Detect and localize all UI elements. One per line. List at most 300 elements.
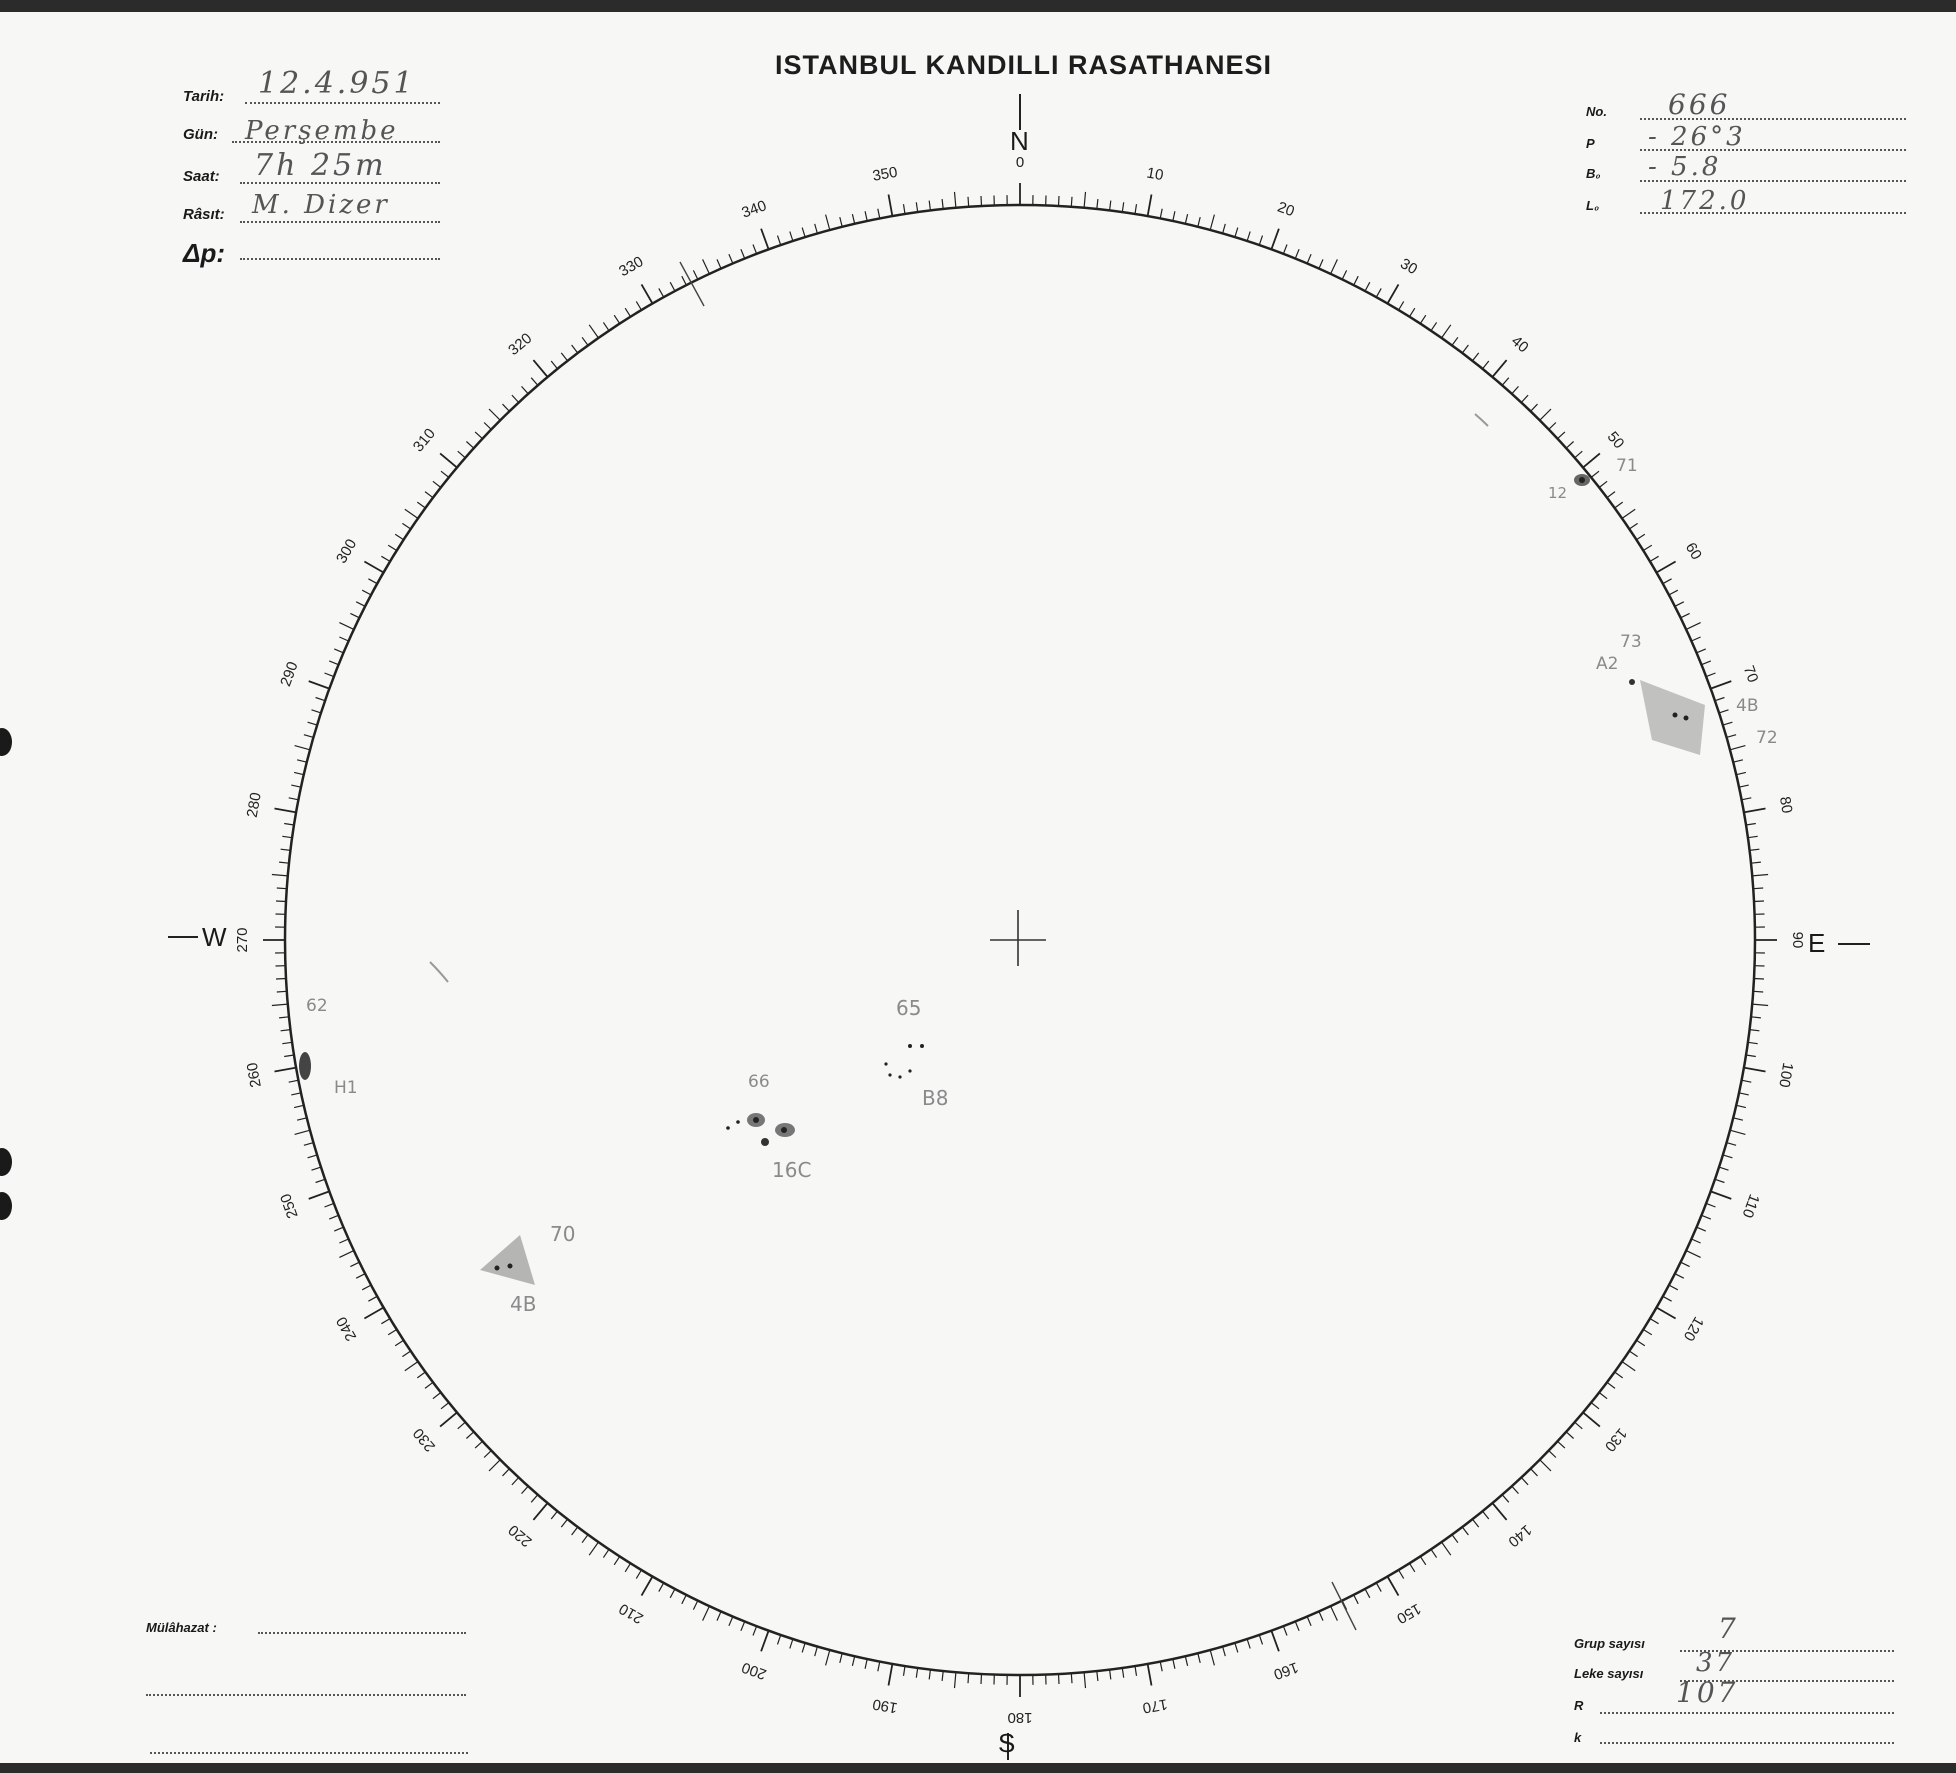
degree-tick — [1607, 1382, 1615, 1388]
degree-tick — [1629, 523, 1637, 529]
degree-tick — [981, 1674, 982, 1684]
degree-tick — [1376, 1583, 1381, 1592]
degree-tick — [281, 849, 291, 850]
degree-tick — [878, 209, 880, 219]
degree-tick — [1521, 395, 1528, 402]
degree-tick — [291, 1093, 301, 1095]
degree-tick — [1259, 236, 1262, 245]
degree-tick — [277, 888, 287, 889]
degree-tick — [1730, 746, 1745, 750]
degree-tick — [1512, 386, 1519, 393]
degree-tick — [522, 386, 529, 393]
degree-tick — [625, 1563, 630, 1572]
degree-tick — [294, 1105, 304, 1107]
faculae-marks — [430, 414, 1488, 982]
degree-tick — [1697, 649, 1706, 653]
l0-value: 172.0 — [1660, 186, 1750, 216]
degree-tick — [308, 1155, 318, 1158]
degree-tick — [1636, 1340, 1644, 1346]
degree-tick — [1431, 1549, 1437, 1557]
degree-label: 110 — [1738, 1191, 1763, 1221]
degree-tick — [561, 1519, 567, 1527]
p-angle-label: P — [1586, 136, 1595, 151]
degree-tick — [395, 1340, 403, 1346]
degree-tick — [561, 353, 567, 361]
degree-tick — [1531, 1469, 1538, 1476]
degree-tick — [312, 1167, 322, 1170]
degree-tick — [955, 1672, 956, 1688]
degree-tick — [1739, 785, 1749, 787]
degree-tick — [1607, 492, 1615, 498]
day-label: Gün: — [183, 126, 218, 143]
degree-tick — [1736, 1105, 1746, 1107]
date-label: Tarih: — [183, 88, 225, 105]
degree-tick — [790, 232, 793, 242]
degree-tick — [1629, 1351, 1637, 1357]
degree-tick — [904, 1666, 906, 1676]
degree-tick — [1583, 1412, 1600, 1426]
degree-tick — [1410, 308, 1415, 317]
degree-tick — [309, 681, 330, 689]
degree-tick — [670, 282, 675, 291]
degree-tick — [1733, 760, 1743, 762]
degree-tick — [1702, 1215, 1711, 1219]
degree-tick — [329, 1215, 338, 1219]
degree-label: 120 — [1679, 1313, 1707, 1344]
observer-value: M. Dizer — [252, 190, 390, 220]
degree-tick — [572, 1527, 578, 1535]
degree-tick — [272, 875, 288, 876]
degree-tick — [1365, 282, 1370, 291]
degree-tick — [889, 1664, 893, 1686]
degree-tick — [693, 1601, 697, 1610]
degree-tick — [826, 215, 830, 230]
degree-tick — [904, 204, 906, 214]
observer-label: Râsıt: — [183, 206, 225, 223]
degree-tick — [297, 760, 307, 762]
degree-tick — [589, 325, 598, 338]
degree-label: 230 — [409, 1424, 439, 1455]
sunspot-group-65 — [884, 1044, 924, 1079]
degree-tick — [388, 545, 397, 550]
degree-tick — [1365, 1589, 1370, 1598]
spot-count-label: Leke sayısı — [1574, 1666, 1644, 1681]
degree-label: 0 — [1015, 153, 1025, 171]
degree-tick — [1744, 809, 1766, 813]
degree-tick — [693, 270, 697, 279]
degree-tick — [1399, 1570, 1404, 1579]
group-66-class: 16C — [772, 1158, 812, 1182]
degree-tick — [272, 1004, 288, 1005]
degree-tick — [1622, 509, 1635, 518]
degree-tick — [1719, 1167, 1729, 1170]
degree-tick — [778, 1635, 781, 1644]
degree-tick — [281, 1030, 291, 1031]
degree-tick — [433, 1393, 441, 1399]
degree-tick — [466, 442, 473, 449]
degree-tick — [1636, 534, 1644, 540]
degree-tick — [1148, 1664, 1152, 1686]
degree-tick — [1753, 888, 1763, 889]
degree-tick — [1059, 196, 1060, 206]
degree-tick — [1483, 1511, 1489, 1519]
degree-tick — [1295, 249, 1299, 258]
degree-tick — [339, 1251, 354, 1258]
degree-tick — [717, 1612, 721, 1621]
degree-tick — [325, 673, 334, 677]
degree-tick — [1410, 1563, 1415, 1572]
degree-tick — [489, 409, 500, 420]
degree-tick — [1615, 502, 1623, 508]
degree-tick — [865, 211, 867, 221]
degree-tick — [356, 602, 365, 607]
degree-tick — [1122, 1668, 1123, 1678]
degree-tick — [1295, 1622, 1299, 1631]
degree-tick — [1681, 613, 1690, 617]
degree-label: 30 — [1397, 255, 1421, 279]
degree-tick — [670, 1589, 675, 1598]
degree-label: 310 — [409, 425, 439, 456]
degree-tick — [1750, 849, 1760, 850]
degree-tick — [968, 197, 969, 207]
degree-tick — [1492, 360, 1506, 377]
degree-tick — [659, 288, 664, 297]
remarks-line-1 — [258, 1632, 466, 1634]
degree-label: 340 — [739, 197, 769, 222]
degree-tick — [1650, 1319, 1659, 1324]
degree-tick — [1531, 404, 1538, 411]
degree-tick — [297, 1118, 307, 1120]
degree-tick — [1307, 254, 1311, 263]
degree-tick — [1643, 545, 1652, 550]
degree-tick — [790, 1639, 793, 1649]
degree-tick — [350, 613, 359, 617]
degree-tick — [334, 649, 343, 653]
degree-tick — [1711, 1191, 1732, 1199]
l0-label: L₀ — [1586, 198, 1600, 213]
degree-tick — [1502, 378, 1509, 386]
degree-tick — [682, 276, 687, 285]
degree-label: 270 — [233, 927, 251, 953]
degree-label: 20 — [1275, 198, 1297, 221]
degree-tick — [1750, 1030, 1760, 1031]
degree-tick — [1452, 337, 1458, 345]
p-angle-value: - 26°3 — [1648, 122, 1746, 152]
degree-tick — [425, 492, 433, 498]
degree-tick — [417, 502, 425, 508]
degree-tick — [703, 1606, 710, 1621]
degree-tick — [826, 1650, 830, 1665]
degree-tick — [1420, 315, 1426, 323]
degree-label: 260 — [243, 1061, 265, 1089]
degree-tick — [329, 661, 338, 665]
degree-tick — [1697, 1227, 1706, 1231]
degree-tick — [1399, 301, 1404, 310]
degree-tick — [916, 1668, 917, 1678]
degree-tick — [1675, 1274, 1684, 1279]
degree-tick — [1198, 217, 1200, 227]
degree-tick — [1711, 681, 1732, 689]
degree-label: 70 — [1739, 663, 1762, 685]
degree-tick — [291, 785, 301, 787]
degree-tick — [1331, 259, 1338, 274]
degree-tick — [1657, 1308, 1676, 1319]
spot-count-value: 37 — [1696, 1648, 1736, 1678]
observatory-title: ISTANBUL KANDILLI RASATHANESI — [775, 50, 1272, 80]
degree-tick — [1185, 214, 1187, 224]
degree-tick — [703, 259, 710, 274]
group-73-class: A2 — [1596, 654, 1619, 674]
degree-tick — [381, 1319, 390, 1324]
degree-tick — [316, 1179, 325, 1182]
p-angle-mark — [1332, 1582, 1356, 1630]
degree-tick — [1198, 1653, 1200, 1663]
degree-tick — [916, 202, 917, 212]
group-71-class: 12 — [1548, 484, 1568, 502]
degree-tick — [1748, 1042, 1758, 1043]
degree-tick — [603, 1549, 609, 1557]
degree-label: 180 — [1007, 1709, 1033, 1727]
degree-tick — [852, 214, 854, 224]
degree-tick — [1059, 1674, 1060, 1684]
degree-tick — [1558, 432, 1565, 439]
degree-tick — [1706, 673, 1715, 677]
degree-tick — [1283, 1626, 1287, 1635]
degree-tick — [304, 1143, 314, 1146]
degree-tick — [572, 345, 578, 353]
degree-tick — [289, 798, 299, 800]
degree-tick — [334, 1227, 343, 1231]
b0-label: B₀ — [1586, 166, 1601, 181]
degree-tick — [1173, 211, 1175, 221]
degree-tick — [466, 1432, 473, 1439]
degree-tick — [309, 1191, 330, 1199]
degree-tick — [1742, 1080, 1752, 1082]
group-count-value: 7 — [1718, 1612, 1739, 1645]
degree-tick — [929, 201, 930, 211]
degree-label: 10 — [1145, 164, 1165, 185]
degree-tick — [512, 395, 519, 402]
degree-tick — [295, 1130, 310, 1134]
degree-label: 150 — [1393, 1599, 1424, 1627]
degree-tick — [1110, 1670, 1111, 1680]
degree-tick — [458, 1422, 466, 1429]
degree-tick — [603, 322, 609, 330]
degree-tick — [1462, 345, 1468, 353]
degree-tick — [589, 1542, 598, 1555]
degree-tick — [1210, 215, 1214, 230]
degree-tick — [955, 192, 956, 208]
r-label: R — [1574, 1698, 1584, 1713]
degree-tick — [417, 1372, 425, 1378]
degree-tick — [1097, 199, 1098, 209]
degree-tick — [1736, 772, 1746, 774]
degree-tick — [1723, 722, 1733, 725]
remarks-line-2 — [146, 1694, 466, 1696]
degree-label: 160 — [1271, 1658, 1301, 1683]
degree-tick — [1442, 325, 1451, 338]
group-72-number: 72 — [1756, 728, 1778, 748]
time-value: 7h 25m — [254, 148, 387, 183]
degree-label: 40 — [1507, 332, 1532, 357]
degree-tick — [1752, 875, 1768, 876]
degree-tick — [364, 1308, 383, 1319]
degree-tick — [1657, 562, 1676, 573]
degree-tick — [308, 722, 318, 725]
group-72-class: 4B — [1736, 696, 1759, 716]
degree-tick — [1643, 1330, 1652, 1335]
degree-tick — [1663, 579, 1672, 584]
sunspot-group-62 — [299, 1052, 311, 1080]
degree-tick — [277, 991, 287, 992]
degree-tick — [1473, 353, 1479, 361]
east-letter: E — [1808, 928, 1826, 958]
degree-tick — [1235, 228, 1238, 238]
degree-tick — [484, 1451, 491, 1458]
degree-tick — [1307, 1617, 1311, 1626]
degree-tick — [865, 1659, 867, 1669]
degree-tick — [1723, 1155, 1733, 1158]
degree-tick — [458, 451, 466, 458]
degree-tick — [778, 236, 781, 245]
degree-tick — [1210, 1650, 1214, 1665]
degree-tick — [1084, 1672, 1085, 1688]
degree-label: 60 — [1681, 539, 1705, 563]
degree-tick — [1558, 1441, 1565, 1448]
degree-label: 90 — [1789, 931, 1807, 949]
degree-tick — [1071, 197, 1072, 207]
degree-tick — [1442, 1542, 1451, 1555]
degree-tick — [1650, 556, 1659, 561]
remarks-label: Mülâhazat : — [146, 1620, 217, 1635]
group-count-label: Grup sayısı — [1574, 1636, 1645, 1651]
degree-tick — [625, 308, 630, 317]
degree-tick — [1733, 1118, 1743, 1120]
degree-tick — [1185, 1656, 1187, 1666]
degree-tick — [761, 229, 769, 250]
degree-tick — [551, 1511, 557, 1519]
r-dotline — [1600, 1712, 1894, 1714]
degree-label: 100 — [1775, 1061, 1797, 1089]
degree-tick — [1097, 1671, 1098, 1681]
group-66-number: 66 — [748, 1072, 770, 1092]
group-65-class: B8 — [922, 1086, 949, 1110]
group-73-number: 73 — [1620, 632, 1642, 652]
r-value: 107 — [1676, 1676, 1739, 1709]
degree-tick — [1388, 1577, 1399, 1596]
degree-tick — [1753, 991, 1763, 992]
sunspot-group-72-73 — [1629, 679, 1705, 755]
degree-tick — [533, 360, 547, 377]
degree-tick — [729, 254, 733, 263]
degree-tick — [475, 1441, 482, 1448]
degree-tick — [1591, 471, 1599, 477]
degree-tick — [441, 1403, 449, 1409]
degree-tick — [275, 1068, 297, 1072]
date-value: 12.4.951 — [258, 66, 416, 101]
degree-tick — [339, 637, 348, 641]
degree-tick — [1583, 453, 1600, 467]
degree-tick — [425, 1382, 433, 1388]
degree-label: 330 — [616, 253, 647, 281]
degree-tick — [729, 1617, 733, 1626]
degree-tick — [1462, 1527, 1468, 1535]
degree-tick — [1110, 201, 1111, 211]
degree-tick — [1271, 229, 1279, 250]
degree-tick — [282, 836, 292, 837]
degree-tick — [1575, 451, 1583, 458]
degree-tick — [1420, 1556, 1426, 1564]
degree-tick — [1566, 442, 1573, 449]
degree-tick — [741, 249, 745, 258]
degree-tick — [1591, 1403, 1599, 1409]
degree-tick — [294, 772, 304, 774]
degree-tick — [402, 1351, 410, 1357]
degree-tick — [405, 1362, 418, 1371]
b0-value: - 5.8 — [1648, 152, 1722, 182]
degree-tick — [522, 1486, 529, 1493]
degree-tick — [1148, 195, 1152, 217]
degree-label: 130 — [1601, 1424, 1631, 1455]
delta-p-label: Δp: — [183, 238, 225, 268]
degree-tick — [753, 1626, 757, 1635]
degree-tick — [1502, 1495, 1509, 1503]
degree-tick — [1686, 1251, 1701, 1258]
degree-tick — [484, 423, 491, 430]
degree-tick — [582, 337, 588, 345]
degree-tick — [440, 1412, 457, 1426]
degree-tick — [1160, 1662, 1162, 1672]
degree-tick — [1084, 192, 1085, 208]
degree-tick — [440, 453, 457, 467]
degree-tick — [1259, 1635, 1262, 1644]
degree-tick — [1521, 1478, 1528, 1485]
degree-tick — [1319, 259, 1323, 268]
degree-tick — [741, 1622, 745, 1631]
degree-tick — [1071, 1673, 1072, 1683]
degree-tick — [1235, 1643, 1238, 1653]
degree-tick — [1615, 1372, 1623, 1378]
degree-tick — [614, 1556, 620, 1564]
degree-tick — [295, 746, 310, 750]
west-letter: W — [202, 922, 227, 952]
degree-label: 190 — [871, 1695, 899, 1717]
degree-tick — [636, 301, 641, 310]
degree-tick — [1751, 862, 1761, 863]
degree-tick — [636, 1570, 641, 1579]
degree-tick — [1549, 423, 1556, 430]
p-angle-mark — [680, 262, 704, 306]
degree-tick — [395, 534, 403, 540]
degree-tick — [339, 623, 354, 630]
degree-tick — [1715, 1179, 1724, 1182]
degree-tick — [531, 1495, 538, 1503]
degree-label: 290 — [277, 659, 302, 689]
degree-tick — [1173, 1659, 1175, 1669]
degree-tick — [1675, 602, 1684, 607]
day-value: Perşembe — [245, 116, 399, 146]
degree-tick — [1663, 1296, 1672, 1301]
south-letter: S — [998, 1728, 1016, 1758]
degree-tick — [889, 195, 893, 217]
degree-tick — [1730, 1130, 1745, 1134]
degree-tick — [284, 824, 294, 826]
degree-tick — [433, 481, 441, 487]
degree-tick — [1622, 1362, 1635, 1371]
degree-tick — [642, 284, 653, 303]
degree-label: 350 — [871, 163, 899, 185]
degree-tick — [1686, 623, 1701, 630]
